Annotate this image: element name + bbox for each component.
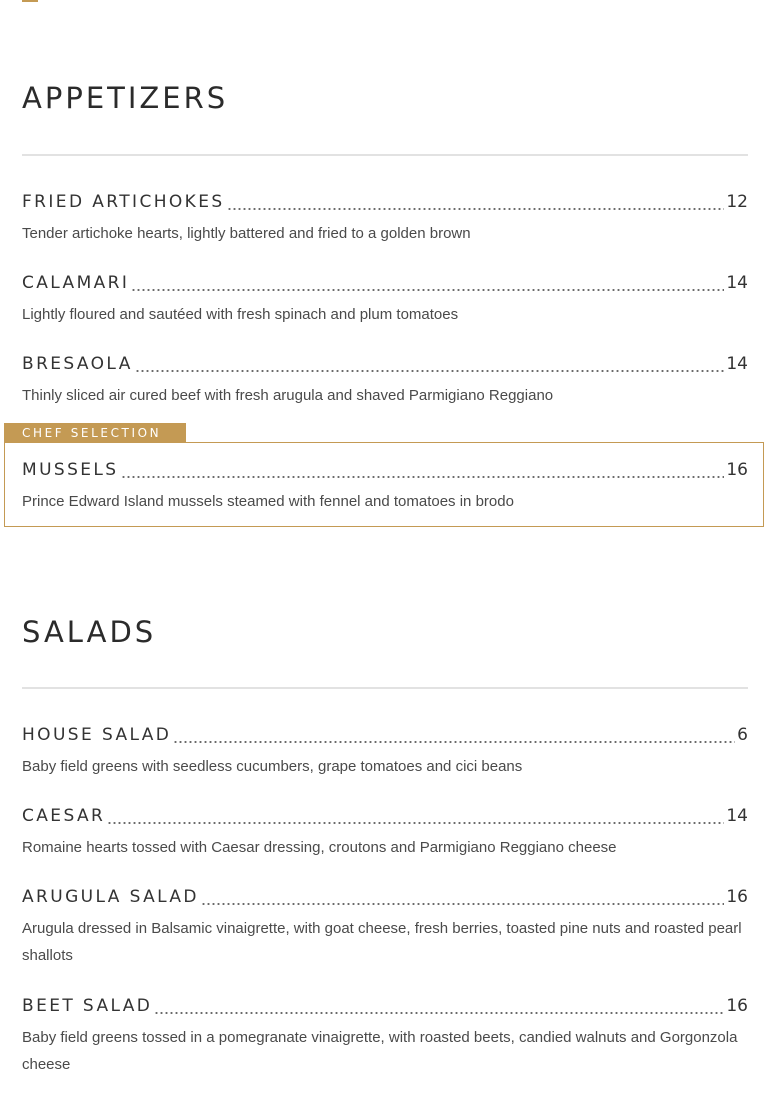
- item-name: FRIED ARTICHOKES: [22, 192, 225, 212]
- dot-leader: [201, 903, 724, 905]
- item-price: 14: [726, 806, 748, 826]
- item-price: 6: [737, 725, 748, 745]
- item-description: Baby field greens with seedless cucumbers, grape tomatoes and cici beans: [22, 758, 523, 775]
- item-name: MUSSELS: [22, 460, 119, 480]
- dot-leader: [135, 370, 725, 372]
- item-description: Thinly sliced air cured beef with fresh arugula and shaved Parmigiano Reggiano: [22, 387, 554, 404]
- item-price: 12: [726, 192, 748, 212]
- section-divider: [22, 154, 748, 156]
- menu-item: [22, 192, 748, 247]
- item-name: ARUGULA SALAD: [22, 887, 199, 907]
- item-description: Arugula dressed in Balsamic vinaigrette, with goat cheese, fresh berries, toasted pine nuts and roasted pearl shallots: [22, 920, 742, 964]
- item-description: Tender artichoke hearts, lightly battered and fried to a golden brown: [22, 225, 471, 242]
- item-description: Romaine hearts tossed with Caesar dressing, croutons and Parmigiano Reggiano cheese: [22, 839, 617, 856]
- item-name: CAESAR: [22, 806, 106, 826]
- item-description: Lightly floured and sautéed with fresh spinach and plum tomatoes: [22, 306, 459, 323]
- dot-leader: [227, 208, 725, 210]
- chef-selection-badge: CHEF SELECTION: [4, 423, 186, 443]
- dot-leader: [121, 476, 725, 478]
- dot-leader: [131, 289, 724, 291]
- item-price: 16: [726, 460, 748, 480]
- menu-item: [22, 996, 748, 1078]
- item-price: 14: [726, 273, 748, 293]
- menu-item-featured: [22, 460, 748, 515]
- item-name: CALAMARI: [22, 273, 130, 293]
- dot-leader: [154, 1012, 724, 1014]
- item-description: Prince Edward Island mussels steamed with fennel and tomatoes in brodo: [22, 493, 514, 510]
- dot-leader: [173, 741, 735, 743]
- section-divider: [22, 687, 748, 689]
- section-title: SALADS: [22, 615, 157, 649]
- item-name: BEET SALAD: [22, 996, 153, 1016]
- item-price: 16: [726, 996, 748, 1016]
- top-accent-line: [22, 0, 38, 2]
- item-price: 14: [726, 354, 748, 374]
- item-description: Baby field greens tossed in a pomegranate vinaigrette, with roasted beets, candied walnuts and Gorgonzola cheese: [22, 1029, 738, 1073]
- item-price: 16: [726, 887, 748, 907]
- menu-item: [22, 887, 748, 969]
- item-name: HOUSE SALAD: [22, 725, 172, 745]
- item-name: BRESAOLA: [22, 354, 133, 374]
- menu-item: [22, 273, 748, 328]
- dot-leader: [107, 822, 724, 824]
- menu-item: [22, 354, 748, 409]
- menu-item: [22, 725, 748, 780]
- section-title: APPETIZERS: [22, 81, 229, 115]
- menu-item: [22, 806, 748, 861]
